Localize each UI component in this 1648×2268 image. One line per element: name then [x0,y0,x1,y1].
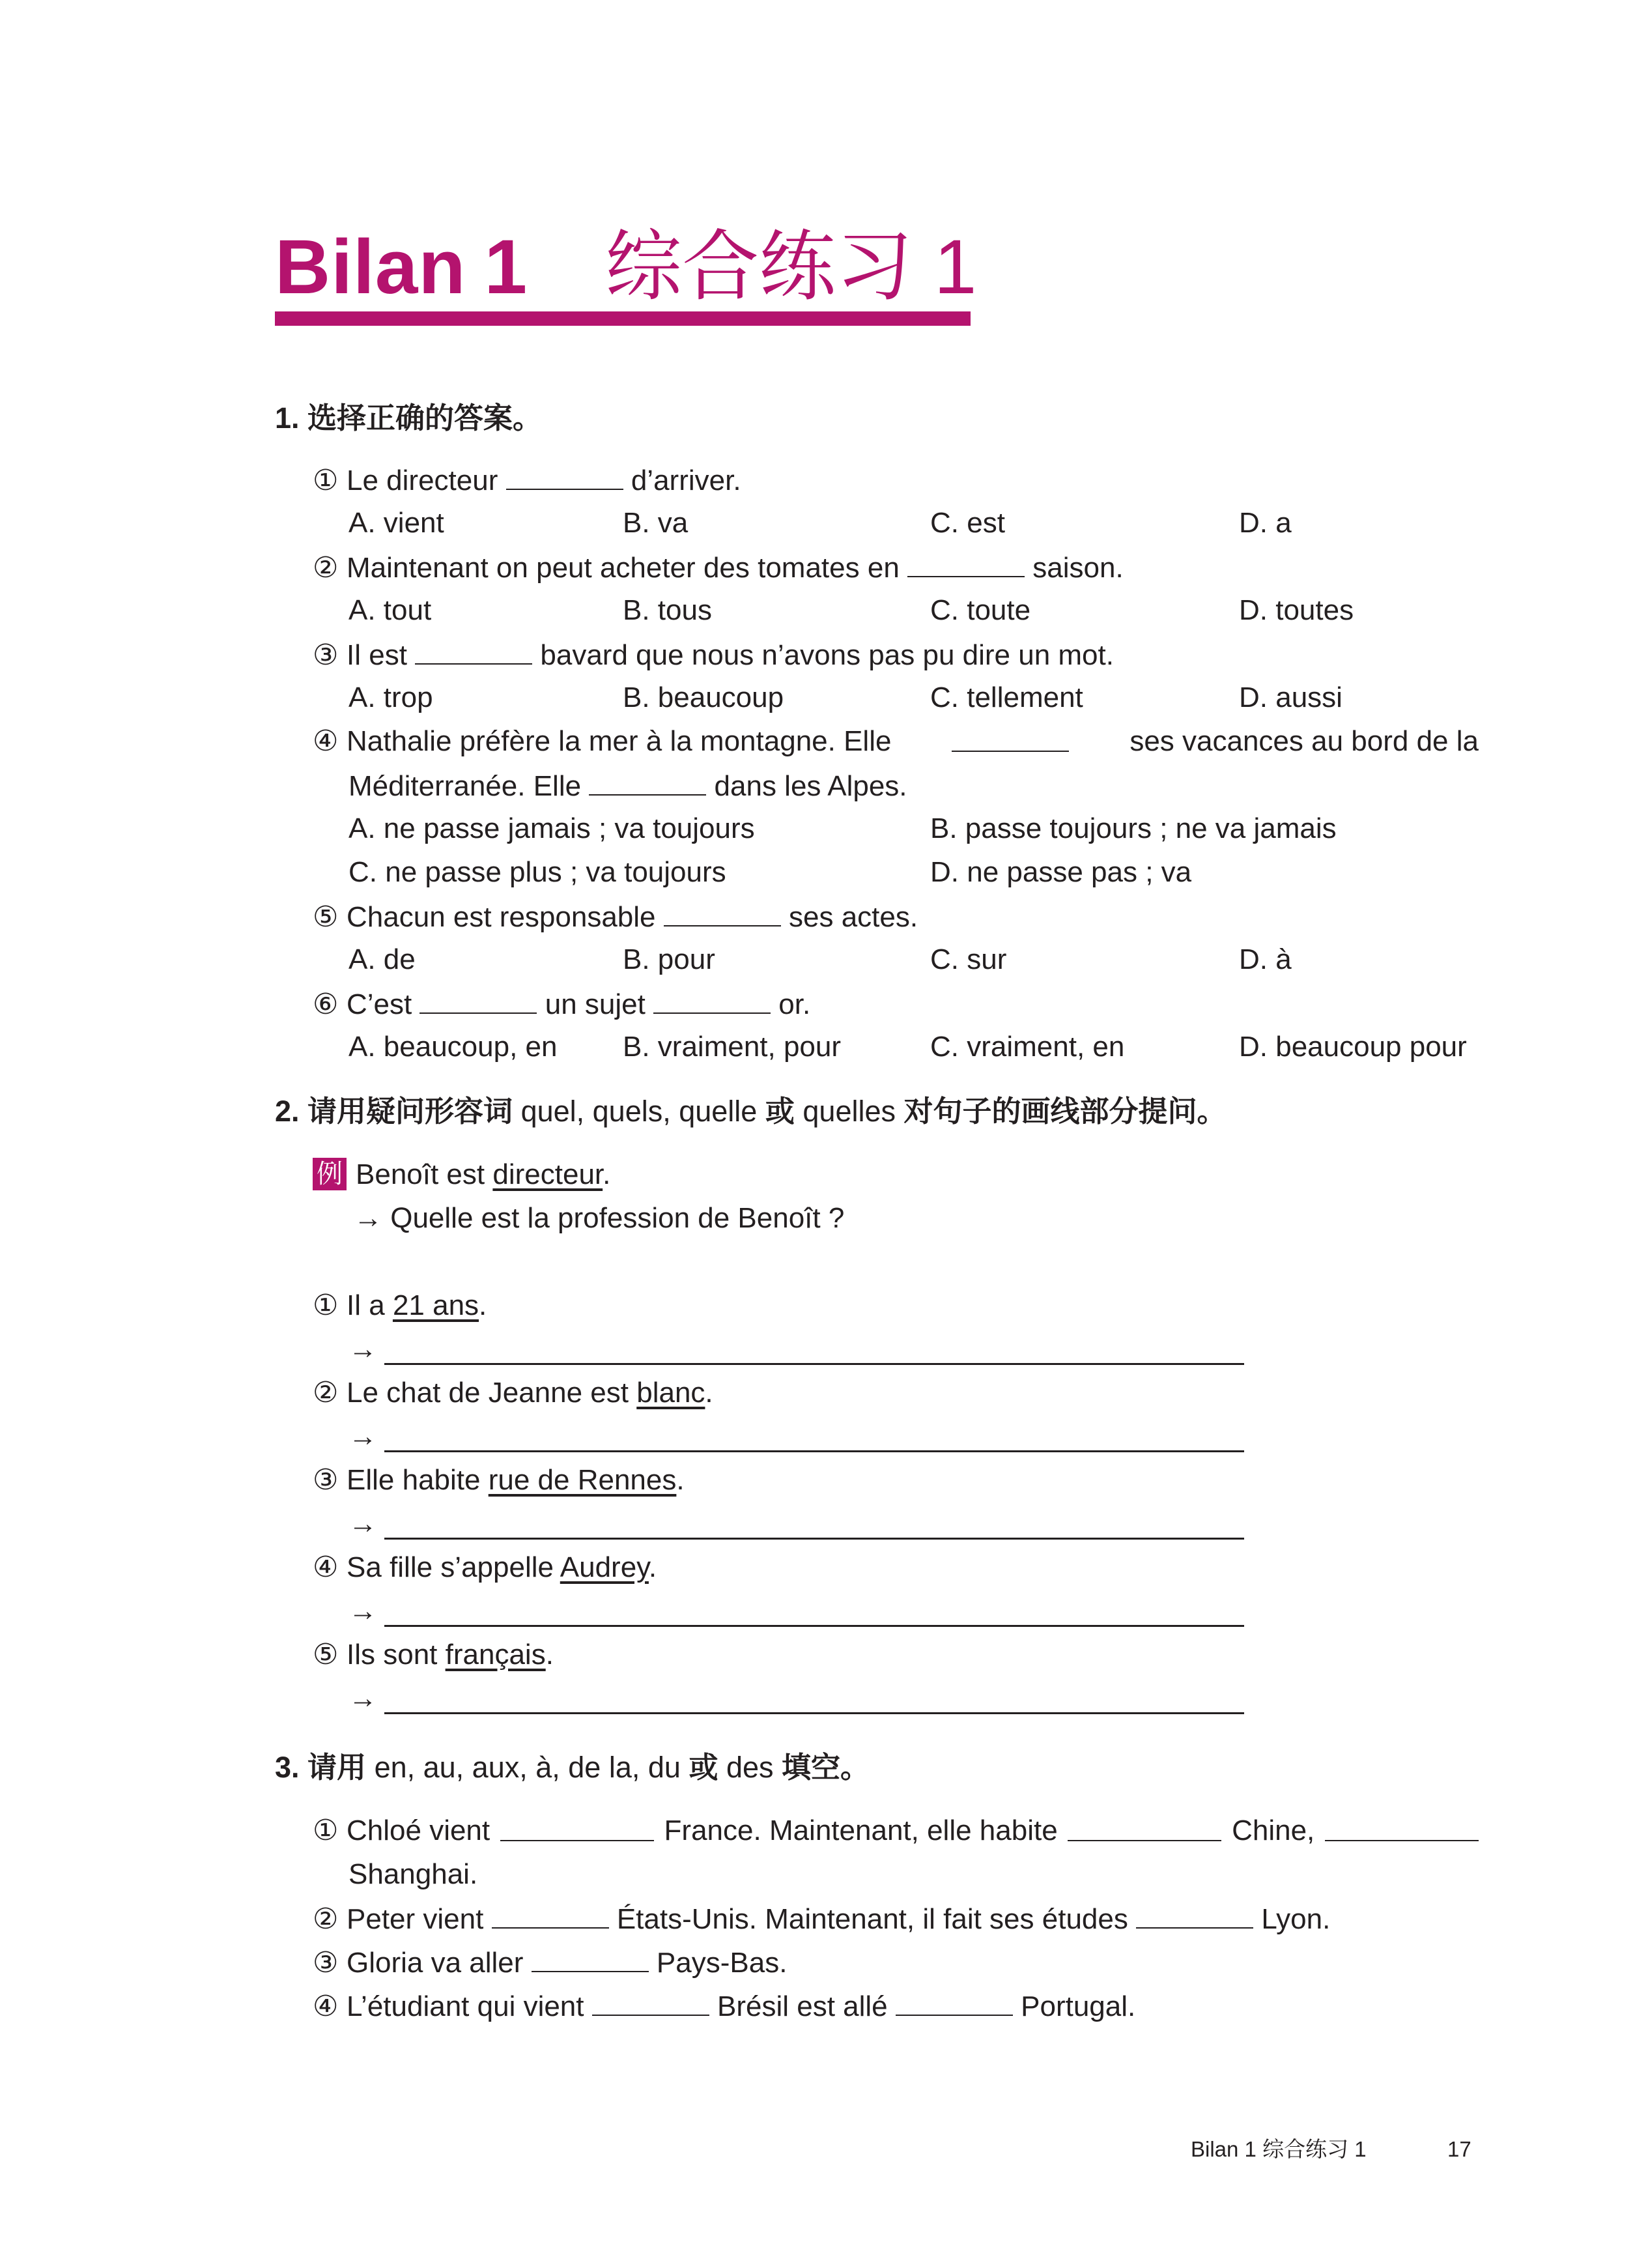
s1-question-1: ① Le directeur d’arriver. [313,460,741,500]
example-sentence: 例 Benoît est directeur. [313,1155,610,1194]
s1-question-4-line-2: Méditerranée. Elle dans les Alpes. [348,766,907,806]
s2-item-1: ① Il a 21 ans. [313,1289,487,1321]
s3-question-1-line-2: Shanghai. [348,1858,478,1890]
s2-item-5: ⑤ Ils sont français. [313,1639,554,1671]
s1-q1-option-c[interactable]: C. est [930,507,1005,539]
s1-q1-option-a[interactable]: A. vient [348,507,444,539]
s1-question-3: ③ Il est bavard que nous n’avons pas pu dire un mot. [313,635,1114,675]
s3-question-2: ② Peter vient États-Unis. Maintenant, il fait ses études Lyon. [313,1899,1330,1939]
s1-q3-option-c[interactable]: C. tellement [930,682,1083,713]
title-chinese: 综合练习 1 [605,224,977,310]
s1-q3-option-d[interactable]: D. aussi [1239,682,1343,713]
s1-q6-option-a[interactable]: A. beaucoup, en [348,1031,558,1063]
example-tag: 例 [313,1158,347,1190]
section-1-heading: 1. 选择正确的答案。 [275,401,543,435]
arrow-icon: → [348,1595,377,1627]
answer-blank[interactable] [589,766,706,796]
s1-q2-option-c[interactable]: C. toute [930,594,1031,626]
arrow-icon: → [348,1333,377,1365]
s1-q1-option-d[interactable]: D. a [1239,507,1292,539]
s1-q6-option-b[interactable]: B. vraiment, pour [623,1031,842,1063]
s1-q2-option-a[interactable]: A. tout [348,594,432,626]
s1-q5-option-c[interactable]: C. sur [930,943,1007,975]
arrow-icon: → [348,1420,377,1452]
s1-question-5: ⑤ Chacun est responsable ses actes. [313,897,918,937]
arrow-icon: → [348,1682,377,1714]
s2-item-2: ② Le chat de Jeanne est blanc. [313,1377,713,1409]
section-3-heading: 3. 请用 en, au, aux, à, de la, du 或 des 填空。 [275,1751,870,1784]
answer-blank[interactable] [1068,1811,1221,1841]
s1-q6-option-d[interactable]: D. beaucoup pour [1239,1031,1467,1063]
s2-item-4: ④ Sa fille s’appelle Audrey. [313,1551,657,1583]
s1-q4-option-a[interactable]: A. ne passe jamais ; va toujours [348,812,755,844]
s2-item-3: ③ Elle habite rue de Rennes. [313,1464,685,1496]
answer-line-2[interactable] [384,1450,1244,1452]
s1-q4-option-c[interactable]: C. ne passe plus ; va toujours [348,856,726,888]
arrow-icon: → [348,1508,377,1540]
s3-question-4: ④ L’étudiant qui vient Brésil est allé Portugal. [313,1986,1135,2026]
page-number: 17 [1447,2137,1471,2161]
answer-line-4[interactable] [384,1625,1244,1627]
s1-q3-option-b[interactable]: B. beaucoup [623,682,784,713]
title-number: 1 [484,224,528,310]
s3-question-1: ① Chloé vient France. Maintenant, elle habite Chine, [313,1811,1479,1850]
answer-blank[interactable] [653,984,771,1014]
answer-blank[interactable] [952,722,1069,752]
s1-q3-option-a[interactable]: A. trop [348,682,433,713]
s1-q4-option-d[interactable]: D. ne passe pas ; va [930,856,1192,888]
s1-q5-option-d[interactable]: D. à [1239,943,1292,975]
title-latin: Bilan [275,224,466,310]
s1-question-2: ② Maintenant on peut acheter des tomates en saison. [313,547,1124,588]
s1-q1-option-b[interactable]: B. va [623,507,689,539]
s1-q2-option-d[interactable]: D. toutes [1239,594,1354,626]
s1-q5-option-b[interactable]: B. pour [623,943,715,975]
s3-question-3: ③ Gloria va aller Pays-Bas. [313,1942,787,1983]
answer-blank[interactable] [664,897,781,926]
answer-blank[interactable] [506,460,623,490]
s1-q4-option-b[interactable]: B. passe toujours ; ne va jamais [930,812,1337,844]
answer-line-3[interactable] [384,1538,1244,1540]
answer-line-5[interactable] [384,1712,1244,1714]
answer-blank[interactable] [419,984,537,1014]
answer-blank[interactable] [415,635,532,665]
footer-running-title: Bilan 1 综合练习 1 [1191,2137,1367,2161]
answer-blank[interactable] [500,1811,654,1841]
answer-blank[interactable] [1325,1811,1479,1841]
s1-question-6: ⑥ C’est un sujet or. [313,984,810,1024]
s1-q5-option-a[interactable]: A. de [348,943,416,975]
title-underline-bar [275,311,971,326]
section-2-heading: 2. 请用疑问形容词 quel, quels, quelle 或 quelles 对句子的画线部分提问。 [275,1095,1227,1128]
page-title [275,215,977,319]
answer-blank[interactable] [592,1986,709,2016]
answer-blank[interactable] [896,1986,1013,2016]
s1-q6-option-c[interactable]: C. vraiment, en [930,1031,1125,1063]
s1-question-4: ④ Nathalie préfère la mer à la montagne. Elle ses vacances au bord de la [313,722,1479,761]
answer-blank[interactable] [1136,1899,1253,1929]
s1-q2-option-b[interactable]: B. tous [623,594,712,626]
example-answer: → Quelle est la profession de Benoît ? [354,1202,845,1234]
answer-line-1[interactable] [384,1363,1244,1365]
answer-blank[interactable] [907,547,1025,577]
answer-blank[interactable] [492,1899,609,1929]
answer-blank[interactable] [532,1942,649,1972]
